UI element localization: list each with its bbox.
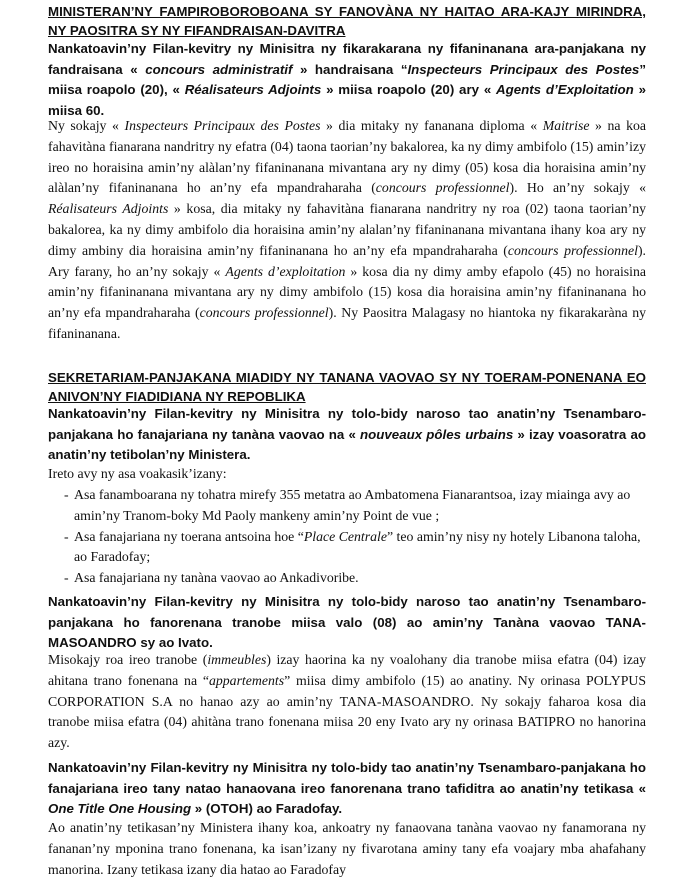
decision-paragraph-urban-poles: Nankatoavin’ny Filan-kevitry ny Minisitra ny tolo-bidy naroso tao anatin’ny Tsenambaro-panjakana ho fanajariana ny tanàna vaovao na « nouveaux pôles urbains » izay voasoratra ao anatin’ny tetibolan’ny Ministera. xyxy=(48,406,646,463)
list-item: - Asa fanamboarana ny tohatra mirefy 355 metatra ao Ambatomena Fianarantsoa, izay miainga avy ao amin’ny Tranom-boky Md Paoly mankeny amin’ny Point de vue ; xyxy=(64,487,631,523)
section-heading-new-towns: SEKRETARIAM-PANJAKANA MIADIDY NY TANANA VAOVAO SY NY TOERAM-PONENANA EO ANIVON’NY FIADIDIANA NY REPOBLIKA xyxy=(48,370,646,404)
body-paragraph-postal-categories: Ny sokajy « Inspecteurs Principaux des Postes » dia mitaky ny fananana diploma « Maitrise » na koa fahavitàna fianarana nandritry ny efatra (04) taona taorian’ny bakalorea, ka ny dimy ambifolo (15) amin’izy ireo no horaisina amin’ny alàlan’ny fifaninanana mivantana ary ny dimy (05) kosa dia horaisina amin’ny alàlan’ny fifaninanana ho an’ny efa mpandraharaha (concours professionnel). Ho an’ny sokajy « Réalisateurs Adjoints » kosa, dia mitaky ny fahavitàna fianarana nandritry ny roa (02) taona taorian’ny bakalorea, ka ny dimy ambifolo dia horaisina amin’ny alalan’ny fifaninanana mivantana ihany koa ary ny dimy ambiny dia horaisina amin’ny fifaninanana ho an’ny efa mpandraharaha (concours professionnel). Ary farany, ho an’ny sokajy « Agents d’exploitation » kosa dia ny dimy amby efapolo (45) no horaisina amin’ny fifaninanana mivantana ary ny dimy ambifolo (15) kosa dia horaisina amin’ny fifaninanana ho an’ny efa mpandraharaha (concours professionnel). Ny Paositra Malagasy no hiantoka ny fikarakaràna ny fifaninanana. xyxy=(48,118,647,341)
list-item: - Asa fanajariana ny tanàna vaovao ao Ankadivoribe. xyxy=(64,570,359,586)
list-item: - Asa fanajariana ny toerana antsoina hoe “Place Centrale” teo amin’ny nisy ny hotely Libanona taloha, ao Faradofay; xyxy=(64,528,641,565)
body-paragraph-otoh: Ao anatin’ny tetikasan’ny Ministera ihany koa, ankoatry ny fanaovana tanàna vaovao ny fanamorana ny fananan’ny mponina trano fonenana, ka isan’izany ny fivarotana aminy tany efa voajary mba ahafahany manorina. Izany tetikasa izany dia hatao ao Faradofay xyxy=(48,820,646,877)
body-paragraph-buildings: Misokajy roa ireo tranobe (immeubles) izay haorina ka ny voalohany dia tranobe miisa efatra (04) izay ahitana trano fonenana na “appartements” miisa dimy ambifolo (15) ao anatiny. Ny orinasa POLYPUS CORPORATION S.A no hanao azy ao amin’ny TANA-MASOANDRO. Ny sokajy faharoa kosa dia tranobe miisa efatra (04) ahitàna trano fonenana miisa 20 eny Ivato ary ny orinasa BATIPRO no hanorina azy. xyxy=(48,652,647,751)
section-heading-ministry-posts: MINISTERAN’NY FAMPIROBOROBOANA SY FANOVÀNA NY HAITAO ARA-KAJY MIRINDRA, NY PAOSITRA SY NY FIFANDRAISAN-DAVITRA xyxy=(48,4,646,38)
decision-paragraph-tana-masoandro: Nankatoavin’ny Filan-kevitry ny Minisitra ny tolo-bidy naroso tao anatin’ny Tsenambaro-panjakana ho fanorenana tranobe miisa valo (08) ao amin’ny Tanàna vaovao TANA- MASOANDRO sy ao Ivato. xyxy=(48,594,646,651)
decision-paragraph-otoh: Nankatoavin’ny Filan-kevitry ny Minisitra ny tolo-bidy tao anatin’ny Tsenambaro-panjakana ho fanajariana ireo tany natao hanaovana ireo fanorenana trano tafiditra ao anatin’ny tetikasa « One Title One Housing » (OTOH) ao Faradofay. xyxy=(48,760,646,817)
works-intro: Ireto avy ny asa voakasik’izany: xyxy=(48,466,227,481)
works-list xyxy=(48,485,646,589)
decision-paragraph-postal-recruitment: Nankatoavin’ny Filan-kevitry ny Minisitra ny fikarakarana ny fifaninanana ara-panjakana ny fandraisana « concours administratif » handraisana “Inspecteurs Principaux des Postes” miisa roapolo (20), « Réalisateurs Adjoints » miisa roapolo (20) ary « Agents d’Exploitation » miisa 60. xyxy=(48,41,646,118)
